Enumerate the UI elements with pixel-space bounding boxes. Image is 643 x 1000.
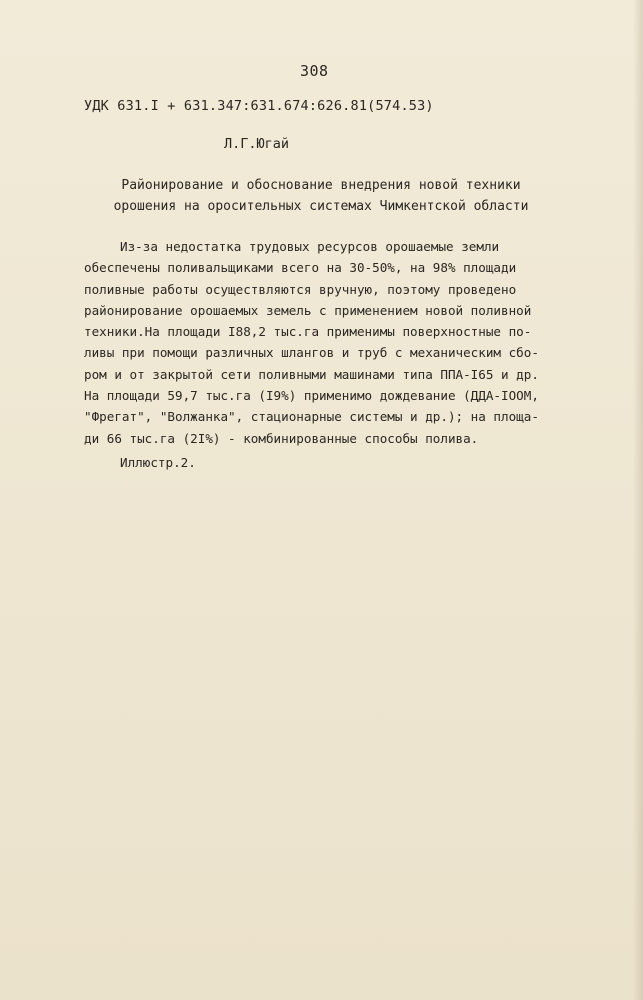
page-edge-shadow: [633, 0, 643, 1000]
body-line: "Фрегат", "Волжанка", стационарные системы и др.); на площа-: [84, 409, 539, 425]
page-number: 308: [300, 62, 329, 80]
abstract-body: [84, 236, 564, 449]
author-name: Л.Г.Югай: [224, 136, 290, 152]
body-line: ливы при помощи различных шлангов и труб с механическим сбо-: [84, 345, 539, 361]
article-title: [86, 175, 556, 217]
body-line: техники.На площади I88,2 тыс.га применимы поверхностные по-: [84, 324, 532, 340]
udk-classification: УДК 631.I + 631.347:631.674:626.81(574.53): [84, 98, 434, 114]
title-line: Районирование и обоснование внедрения новой техники: [121, 178, 521, 193]
body-line: ром и от закрытой сети поливными машинами типа ППА-I65 и др.: [84, 366, 539, 382]
title-line: орошения на оросительных системах Чимкентской области: [113, 199, 529, 214]
body-line: ди 66 тыс.га (2I%) - комбинированные способы полива.: [84, 430, 479, 446]
body-line: На площади 59,7 тыс.га (I9%) применимо дождевание (ДДА-IOOM,: [84, 388, 539, 404]
body-line: обеспечены поливальщиками всего на 30-50%, на 98% площади: [84, 260, 517, 276]
body-line: поливные работы осуществляются вручную, поэтому проведено: [84, 281, 517, 297]
body-line: Из-за недостатка трудовых ресурсов орошаемые земли: [120, 239, 500, 254]
illustrations-note: Иллюстр.2.: [120, 455, 196, 470]
body-line: районирование орошаемых земель с применением новой поливной: [84, 302, 532, 318]
